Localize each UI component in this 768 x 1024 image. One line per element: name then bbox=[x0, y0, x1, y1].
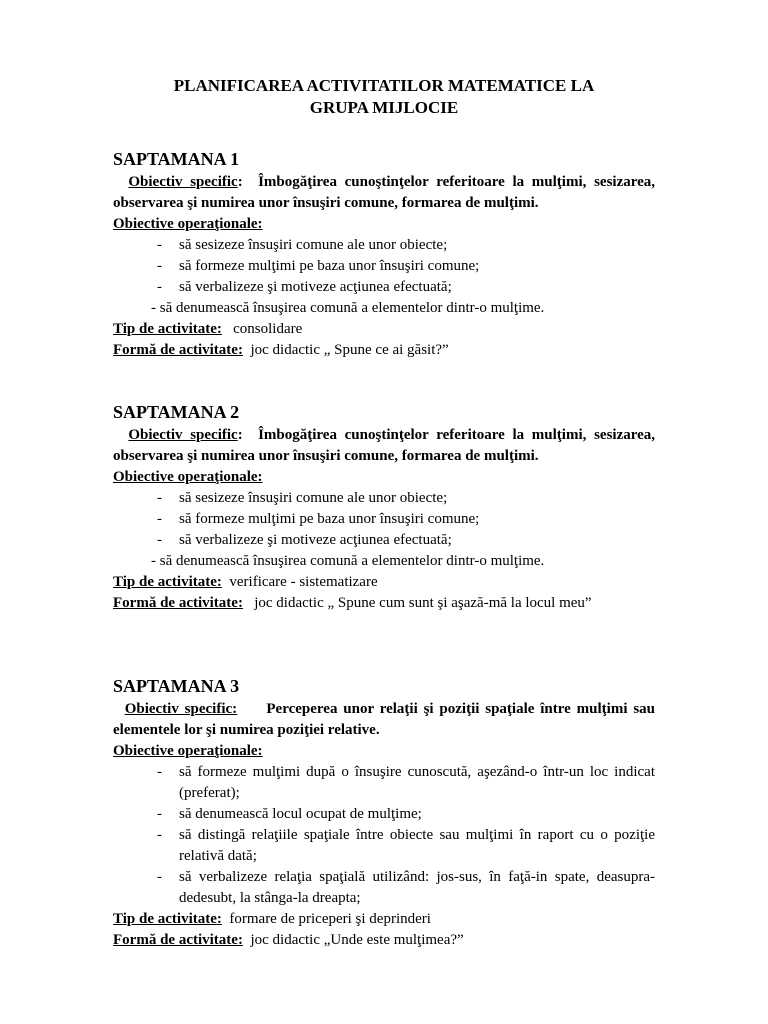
specific-objective-text: Îmbogăţirea cunoştinţelor referitoare la mulţimi, sesizarea, observarea şi numirea unor însuşiri comune, formarea de mulţimi. bbox=[113, 174, 656, 211]
title-line-1: PLANIFICAREA ACTIVITATILOR MATEMATICE LA bbox=[173, 76, 595, 95]
activity-type bbox=[113, 909, 655, 930]
specific-objective-sep: : bbox=[237, 427, 243, 443]
activity-form-value: joc didactic „ Spune ce ai găsit?” bbox=[250, 342, 449, 358]
activity-form-value: joc didactic „ Spune cum sunt şi aşază-mă la locul meu” bbox=[254, 595, 592, 611]
activity-form bbox=[113, 340, 655, 361]
operational-objectives-label: Obiective operaţionale: bbox=[113, 469, 263, 485]
list-item: - să denumească însuşirea comună a elementelor dintr-o mulţime. bbox=[151, 300, 545, 316]
activity-type bbox=[113, 319, 655, 340]
specific-objective-label: Obiectiv specific: bbox=[124, 701, 238, 717]
activity-form-value: joc didactic „Unde este mulţimea?” bbox=[250, 932, 464, 948]
list-item: - să denumească însuşirea comună a elementelor dintr-o mulţime. bbox=[151, 553, 545, 569]
specific-objective-label: Obiectiv specific bbox=[128, 427, 238, 443]
list-item: - să verbalizeze relaţia spaţială utilizând: jos-sus, în faţă-in spate, deasupra-dedesubt, la stânga-la dreapta; bbox=[157, 869, 655, 906]
list-item: - să verbalizeze şi motiveze acţiunea efectuată; bbox=[157, 532, 452, 548]
specific-objective-label: Obiectiv specific bbox=[128, 174, 238, 190]
activity-type-label: Tip de activitate: bbox=[113, 321, 222, 337]
activity-type-label: Tip de activitate: bbox=[113, 574, 222, 590]
list-item: - să denumească locul ocupat de mulţime; bbox=[157, 806, 422, 822]
activity-form-label: Formă de activitate: bbox=[113, 595, 243, 611]
operational-objectives-label: Obiective operaţionale: bbox=[113, 743, 263, 759]
list-item: - să sesizeze însuşiri comune ale unor obiecte; bbox=[157, 237, 448, 253]
operational-objectives-list bbox=[113, 488, 655, 572]
week-heading: SAPTAMANA 2 bbox=[113, 402, 240, 422]
activity-form-label: Formă de activitate: bbox=[113, 932, 243, 948]
document-title bbox=[0, 75, 768, 119]
activity-form-label: Formă de activitate: bbox=[113, 342, 243, 358]
specific-objective bbox=[113, 172, 655, 214]
activity-form bbox=[113, 593, 655, 614]
list-item: - să sesizeze însuşiri comune ale unor obiecte; bbox=[157, 490, 448, 506]
activity-type-value: verificare - sistematizare bbox=[229, 574, 378, 590]
operational-objectives-list bbox=[113, 762, 655, 909]
specific-objective bbox=[113, 699, 655, 741]
activity-type-value: formare de priceperi şi deprinderi bbox=[229, 911, 431, 927]
list-item: - să verbalizeze şi motiveze acţiunea efectuată; bbox=[157, 279, 452, 295]
week-heading: SAPTAMANA 1 bbox=[113, 149, 240, 169]
activity-form bbox=[113, 930, 655, 951]
title-line-2: GRUPA MIJLOCIE bbox=[309, 98, 459, 117]
operational-objectives-label: Obiective operaţionale: bbox=[113, 216, 263, 232]
specific-objective-sep: : bbox=[237, 174, 243, 190]
week-section-1 bbox=[113, 146, 655, 361]
specific-objective-text: Perceperea unor relaţii şi poziţii spaţiale între mulţimi sau elementele lor şi numirea poziţiei relative. bbox=[113, 701, 656, 738]
list-item: - să formeze mulţimi după o însuşire cunoscută, aşezând-o într-un loc indicat (preferat); bbox=[157, 764, 655, 801]
list-item: - să distingă relaţiile spaţiale între obiecte sau mulţimi în raport cu o poziţie relativă dată; bbox=[157, 827, 655, 864]
week-heading: SAPTAMANA 3 bbox=[113, 676, 240, 696]
list-item: - să formeze mulţimi pe baza unor însuşiri comune; bbox=[157, 511, 480, 527]
list-item: - să formeze mulţimi pe baza unor însuşiri comune; bbox=[157, 258, 480, 274]
activity-type bbox=[113, 572, 655, 593]
operational-objectives-list bbox=[113, 235, 655, 319]
activity-type-label: Tip de activitate: bbox=[113, 911, 222, 927]
specific-objective bbox=[113, 425, 655, 467]
week-section-3 bbox=[113, 673, 655, 951]
week-section-2 bbox=[113, 399, 655, 614]
activity-type-value: consolidare bbox=[233, 321, 303, 337]
specific-objective-text: Îmbogăţirea cunoştinţelor referitoare la mulţimi, sesizarea, observarea şi numirea unor însuşiri comune, formarea de mulţimi. bbox=[113, 427, 656, 464]
